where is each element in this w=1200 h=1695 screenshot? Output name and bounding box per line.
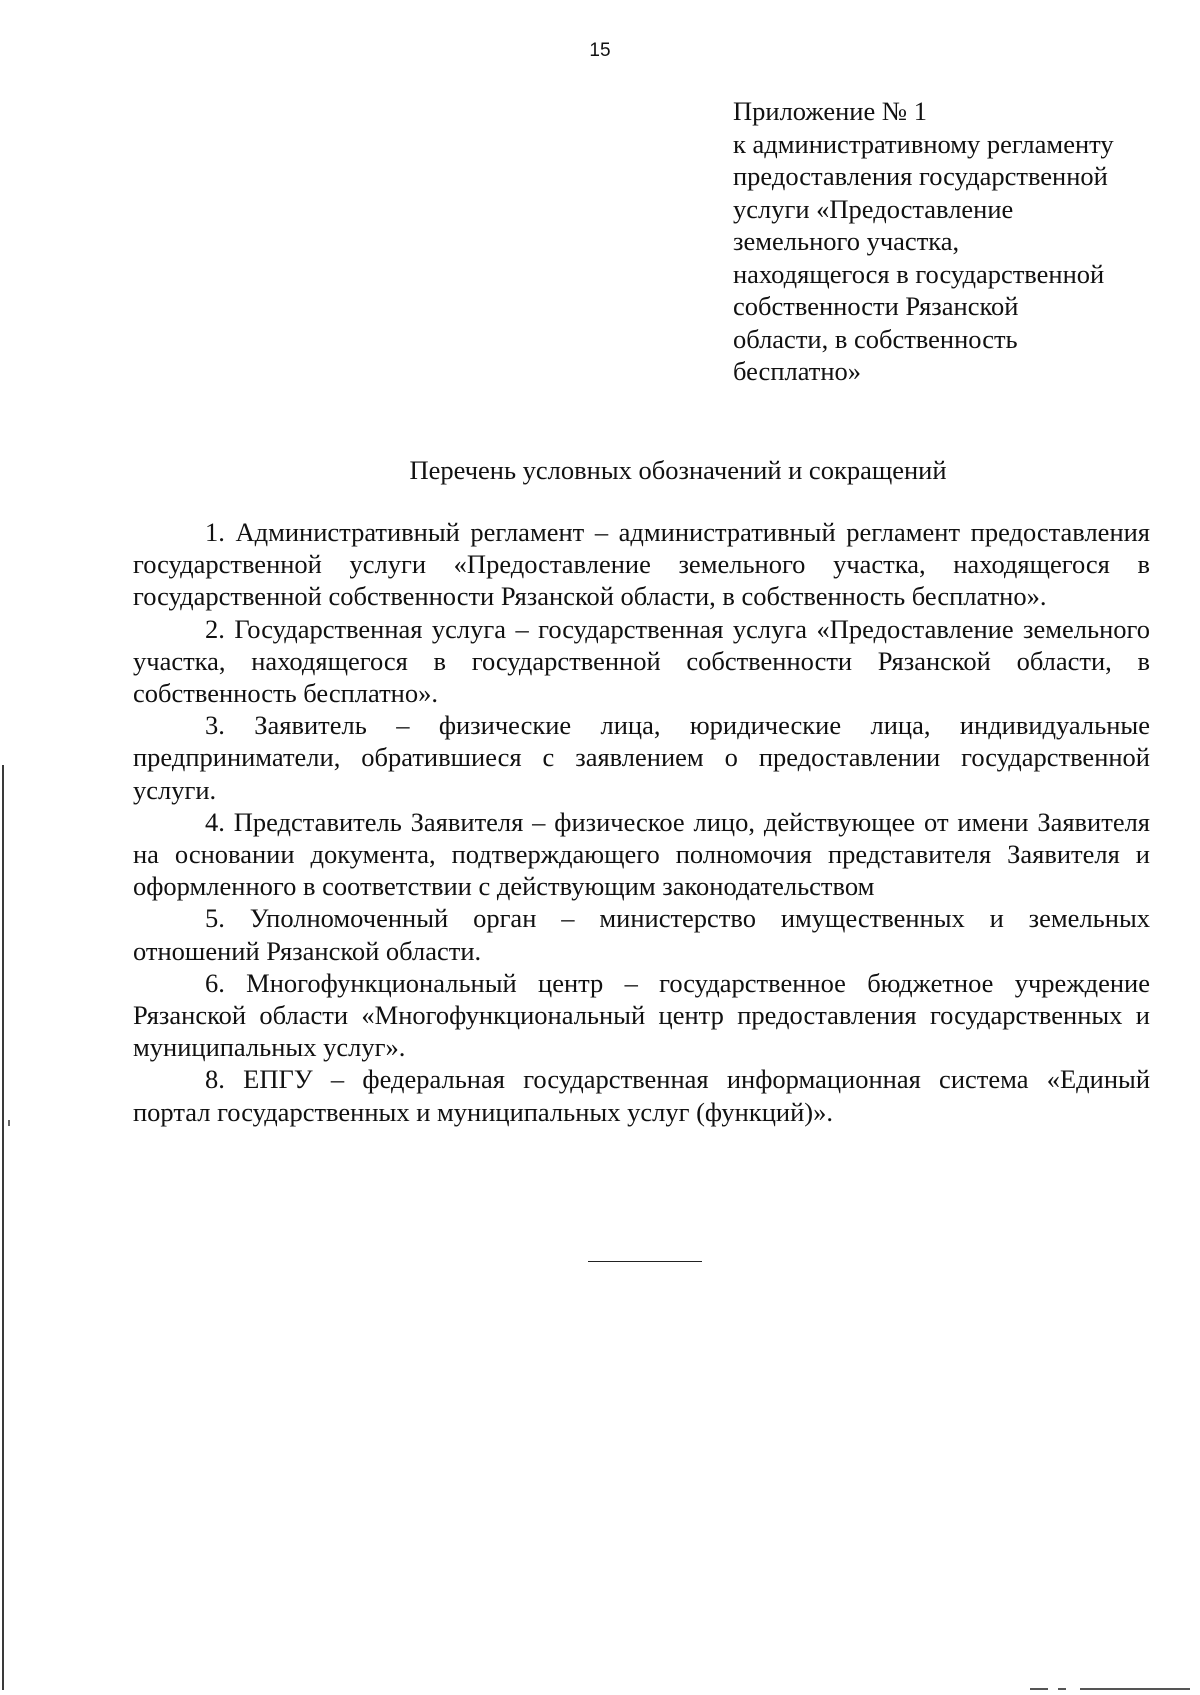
- list-item: [133, 967, 1150, 1064]
- item-text: Административный регламент – административный регламент предоставления государственной услуги «Предоставление земельного участка, находящегося в государственной собственности Рязанской области, в собственность бесплатно».: [133, 517, 1150, 612]
- appendix-line: услуги «Предоставление: [733, 193, 1014, 224]
- appendix-line: находящегося в государственной: [733, 258, 1105, 289]
- list-item: [133, 902, 1150, 966]
- item-number: 3.: [205, 710, 225, 741]
- appendix-line: к административному регламенту: [733, 128, 1114, 159]
- appendix-line: земельного участка,: [733, 226, 960, 256]
- item-text: Представитель Заявителя – физическое лицо, действующее от имени Заявителя на основании документа, подтверждающего полномочия представителя Заявителя и оформленного в соответствии с действующим законодательством: [133, 806, 1150, 902]
- list-item: [133, 709, 1150, 806]
- item-text: ЕПГУ – федеральная государственная информационная система «Единый портал государственных и муниципальных услуг (функций)».: [133, 1064, 1151, 1127]
- list-item: [133, 613, 1150, 710]
- page-number: 15: [589, 40, 611, 61]
- list-item: [133, 806, 1150, 903]
- appendix-line: бесплатно»: [733, 356, 862, 386]
- item-text: Заявитель – физические лица, юридические лица, индивидуальные предприниматели, обратившиеся с заявлением о предоставлении государственной услуги.: [133, 710, 1150, 805]
- appendix-line: области, в собственность: [733, 323, 1018, 354]
- item-number: 2.: [205, 613, 225, 644]
- list-item: [133, 516, 1150, 613]
- scan-dash: [1030, 1688, 1048, 1690]
- list-item: [133, 1063, 1150, 1127]
- scan-mark: [8, 1120, 10, 1126]
- scan-dash: [1080, 1688, 1190, 1690]
- appendix-line: собственности Рязанской: [733, 291, 1019, 321]
- scan-dash: [1058, 1688, 1066, 1690]
- item-text: Уполномоченный орган – министерство имущественных и земельных отношений Рязанской области.: [133, 903, 1150, 966]
- item-number: 4.: [205, 806, 225, 837]
- item-number: 5.: [205, 903, 225, 934]
- item-text: Государственная услуга – государственная услуга «Предоставление земельного участка, находящегося в государственной собственности Рязанской области, в собственность бесплатно».: [133, 613, 1150, 709]
- document-title: Перечень условных обозначений и сокращений: [409, 455, 947, 485]
- item-text: Многофункциональный центр – государственное бюджетное учреждение Рязанской области «Многофункциональный центр предоставления государственных и муниципальных услуг».: [133, 967, 1150, 1063]
- appendix-line: предоставления государственной: [733, 161, 1108, 191]
- closing-divider: [588, 1261, 702, 1262]
- appendix-line: Приложение № 1: [733, 96, 928, 126]
- appendix-header: [733, 95, 1173, 388]
- item-number: 6.: [205, 967, 225, 998]
- item-number: 8.: [205, 1064, 225, 1095]
- item-number: 1.: [205, 517, 225, 547]
- scan-edge-line: [2, 765, 4, 1690]
- definitions-list: [133, 516, 1150, 1128]
